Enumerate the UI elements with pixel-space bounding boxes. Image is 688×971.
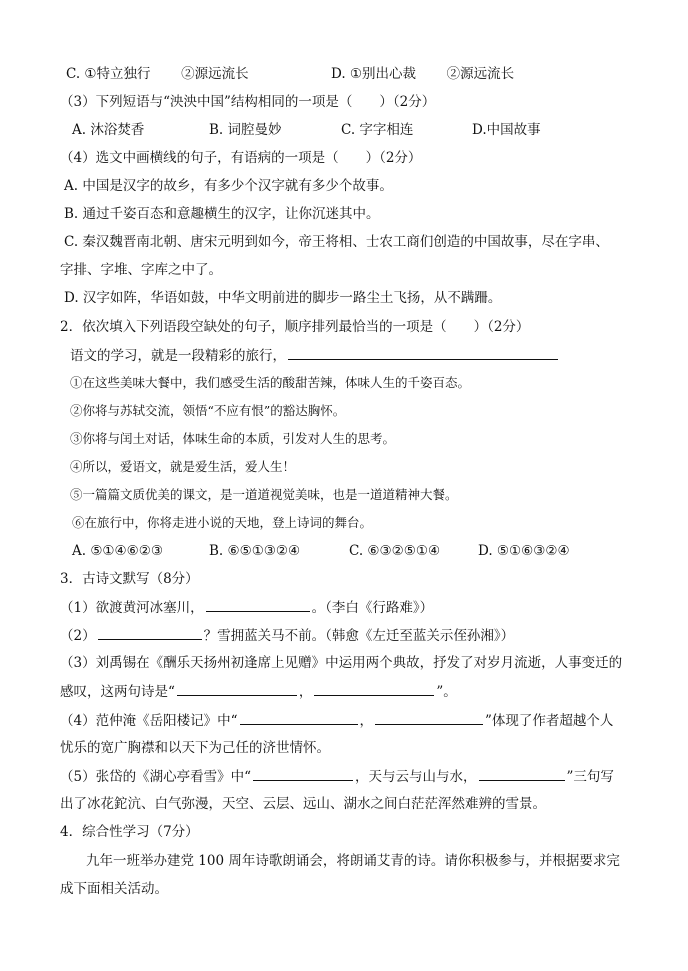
s3-line-3a: （3）刘禹锡在《酬乐天扬州初逢席上见赠》中运用两个典故，抒发了对岁月流逝，人事变迁的 (60, 655, 623, 671)
s2-item-1: ①在这些美味大餐中，我们感受生活的酸甜苦辣，体味人生的千姿百态。 (70, 375, 471, 390)
answer-blank[interactable] (253, 766, 353, 781)
s3-l4c: ”体现了作者超越个人 (485, 713, 614, 729)
s2-item-5: ⑤一篇篇文质优美的课文，是一道道视觉美味，也是一道道精神大餐。 (70, 487, 458, 502)
answer-blank[interactable] (177, 681, 297, 696)
s2-option-c: C. ⑥③②⑤①④ (349, 543, 441, 559)
q4-option-a: A. 中国是汉字的故乡，有多少个汉字就有多少个故事。 (64, 178, 393, 194)
answer-blank[interactable] (206, 597, 310, 612)
s2-lead (70, 345, 560, 366)
q3-option-d: D.中国故事 (472, 122, 541, 138)
s3-l3c: ， (298, 684, 313, 700)
s3-l1a: （1）欲渡黄河冰塞川， (60, 600, 204, 616)
q1-opt-c-text: C. ①特立独行 (66, 66, 151, 82)
answer-blank[interactable] (288, 345, 558, 360)
s3-l2b: ？雪拥蓝关马不前。（韩愈《左迁至蓝关示侄孙湘》） (203, 628, 515, 644)
s2-option-a: A. ⑤①④⑥②③ (72, 543, 163, 559)
q4-option-c-line2: 字排、字堆、字库之中了。 (60, 262, 222, 278)
s4-paragraph-line-1: 九年一班举办建党 100 周年诗歌朗诵会，将朗诵艾青的诗。请你积极参与，并根据要求完 (86, 853, 620, 869)
q4-option-d: D. 汉字如阵，华语如鼓，中华文明前进的脚步一路尘土飞扬，从不蹒跚。 (64, 290, 502, 306)
s3-l5a: （5）张岱的《湖心亭看雪》中“ (60, 769, 251, 785)
s3-line-1 (60, 597, 433, 618)
q3-option-b: B. 词腔曼妙 (209, 122, 282, 138)
s2-item-2: ②你将与苏轼交流，领悟“不应有恨”的豁达胸怀。 (70, 403, 346, 418)
section-4-title: 4．综合性学习（7分） (60, 824, 199, 840)
s3-l2a: （2） (60, 628, 96, 644)
s3-l3d: ”。 (436, 684, 457, 700)
s2-item-6: ⑥在旅行中，你将走进小说的天地，登上诗词的舞台。 (72, 515, 373, 530)
q4-option-c-line1: C. 秦汉魏晋南北朝、唐宋元明到如今，帝王将相、士农工商们创造的中国故事，尽在字串、 (64, 234, 609, 250)
s2-lead-text: 语文的学习，就是一段精彩的旅行， (70, 348, 286, 364)
q4-option-b: B. 通过千姿百态和意趣横生的汉字，让你沉迷其中。 (64, 206, 380, 222)
s3-line-4a (60, 710, 613, 731)
s3-line-4b: 忧乐的宽广胸襟和以天下为己任的济世情怀。 (60, 740, 330, 756)
s2-option-d: D. ⑤①⑥③②④ (478, 543, 570, 559)
s3-l5c: ”三句写 (566, 769, 614, 785)
q1-opt-c2-text: ②源远流长 (181, 66, 249, 82)
q1-option-d (331, 64, 514, 84)
q4-stem: （4）选文中画横线的句子，有语病的一项是（ ）（2分） (60, 150, 422, 166)
section-3-title: 3．古诗文默写（8分） (60, 571, 199, 587)
s3-l1b: 。（李白《行路难》） (311, 600, 434, 616)
q1-option-c (66, 64, 249, 84)
s2-item-3: ③你将与闰土对话，体味生命的本质，引发对人生的思考。 (70, 431, 396, 446)
q3-option-a: A. 沐浴焚香 (72, 122, 145, 138)
s3-line-3b (60, 681, 457, 702)
q3-stem: （3）下列短语与“泱泱中国”结构相同的一项是（ ）（2分） (60, 94, 436, 110)
q3-option-c: C. 字字相连 (341, 122, 414, 138)
s2-item-4: ④所以，爱语文，就是爱生活，爱人生！ (70, 459, 296, 474)
section-2-title: 2．依次填入下列语段空缺处的句子，顺序排列最恰当的一项是（ ）（2分） (60, 319, 530, 335)
q1-opt-d2-text: ②源远流长 (446, 66, 515, 82)
s3-line-5a (60, 766, 614, 787)
answer-blank[interactable] (314, 681, 434, 696)
s2-option-b: B. ⑥⑤①③②④ (209, 543, 301, 559)
s3-l5b: ，天与云与山与水， (355, 769, 477, 785)
answer-blank[interactable] (98, 625, 202, 640)
s3-l4b: ， (359, 713, 373, 729)
answer-blank[interactable] (240, 710, 358, 725)
s4-paragraph-line-2: 成下面相关活动。 (60, 881, 168, 897)
q1-opt-d-text: D. ①别出心裁 (331, 66, 417, 82)
answer-blank[interactable] (479, 766, 565, 781)
answer-blank[interactable] (375, 710, 483, 725)
s3-l4a: （4）范仲淹《岳阳楼记》中“ (60, 713, 238, 729)
s3-line-2 (60, 625, 514, 646)
s3-line-5b: 出了冰花鉈沆、白气弥漫，天空、云层、远山、湖水之间白茫茫浑然难辨的雪景。 (60, 796, 546, 812)
s3-l3b: 感叹，这两句诗是“ (60, 684, 175, 700)
